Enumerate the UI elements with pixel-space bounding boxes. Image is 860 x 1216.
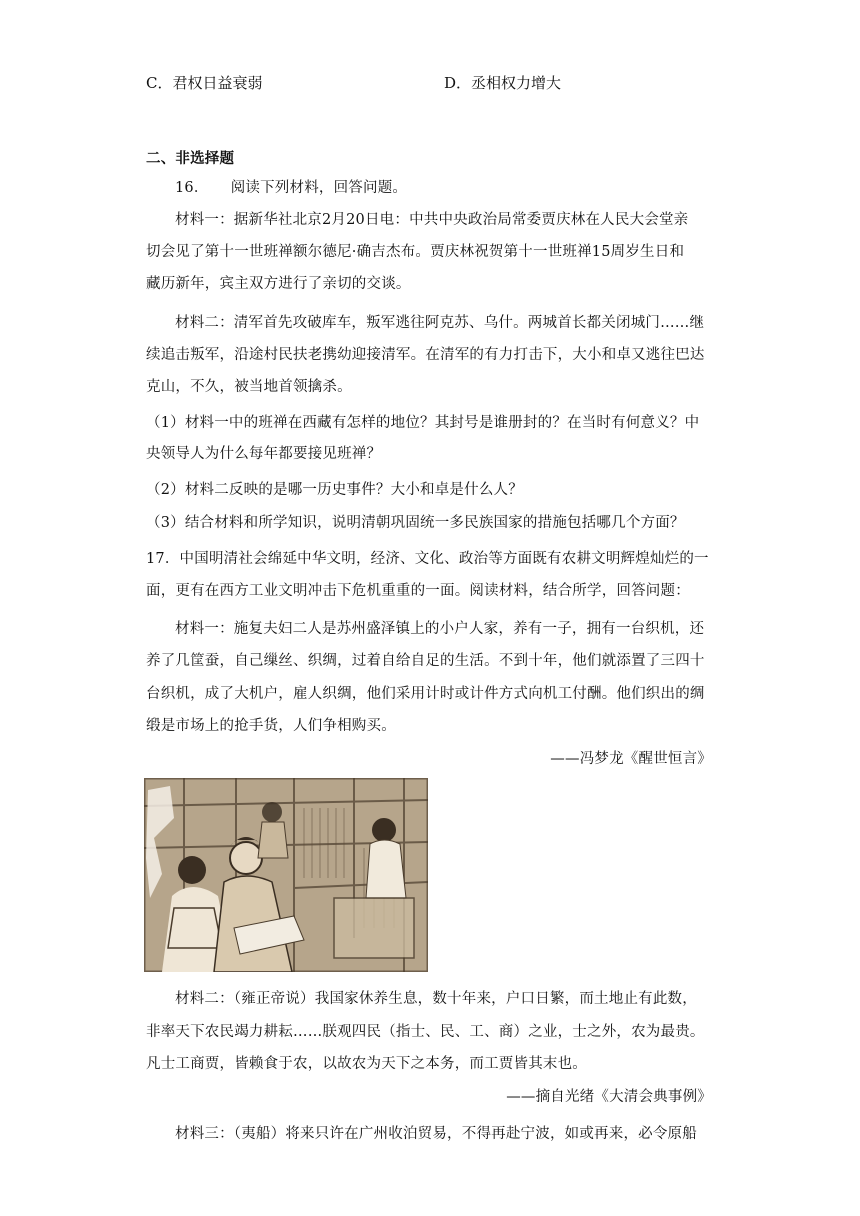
- q17-material3-line1: 材料三：（夷船）将来只许在广州收泊贸易，不得再赴宁波，如或再来，必令原船: [175, 1126, 697, 1142]
- q17-stem-line2: 面，更有在西方工业文明冲击下危机重重的一面。阅读材料，结合所学，回答问题：: [146, 583, 690, 599]
- q17-stem-line1: 17．中国明清社会绵延中华文明，经济、文化、政治等方面既有农耕文明辉煌灿烂的一: [146, 551, 709, 567]
- q17-material1-source: ——冯梦龙《醒世恒言》: [550, 751, 712, 767]
- section-heading: 二、非选择题: [146, 150, 235, 167]
- q16-material2-line2: 续追击叛军，沿途村民扶老携幼迎接清军。在清军的有力打击下，大小和卓又逃往巴达: [146, 347, 705, 363]
- q16-sub3: （3）结合材料和所学知识，说明清朝巩固统一多民族国家的措施包括哪几个方面？: [146, 515, 685, 531]
- q16-material2-line3: 克山，不久，被当地首领擒杀。: [146, 379, 352, 395]
- q17-material1-line4: 缎是市场上的抢手货，人们争相购买。: [146, 718, 396, 734]
- q16-sub2: （2）材料二反映的是哪一历史事件？大小和卓是什么人？: [146, 482, 523, 498]
- q17-material2-line2: 非率天下农民竭力耕耘……朕观四民（指士、民、工、商）之业，士之外，农为最贵。: [146, 1024, 705, 1040]
- q16-sub1-line2: 央领导人为什么每年都要接见班禅？: [146, 446, 382, 462]
- option-c: C．君权日益衰弱: [146, 74, 263, 92]
- q16-material1-line2: 切会见了第十一世班禅额尔德尼·确吉杰布。贾庆林祝贺第十一世班禅15周岁生日和: [146, 244, 685, 260]
- q17-material1-line2: 养了几筐蚕，自己缫丝、织绸，过着自给自足的生活。不到十年，他们就添置了三四十: [146, 653, 705, 669]
- question-16-intro: 16． 阅读下列材料，回答问题。: [175, 180, 408, 196]
- q16-material1-line3: 藏历新年，宾主双方进行了亲切的交谈。: [146, 276, 411, 292]
- q17-material1-line3: 台织机，成了大机户，雇人织绸，他们采用计时或计件方式向机工付酬。他们织出的绸: [146, 686, 705, 702]
- q17-material2-line3: 凡士工商贾，皆赖食于农，以故农为天下之本务，而工贾皆其末也。: [146, 1056, 587, 1072]
- q16-material1-line1: 材料一：据新华社北京2月20日电：中共中央政治局常委贾庆林在人民大会堂亲: [175, 212, 689, 228]
- q17-material2-line1: 材料二：（雍正帝说）我国家休养生息，数十年来，户口日繁，而土地止有此数，: [175, 991, 697, 1007]
- q17-material2-source: ——摘自光绪《大清会典事例》: [506, 1089, 712, 1105]
- weaving-workshop-illustration: [144, 778, 428, 972]
- q17-material1-line1: 材料一：施复夫妇二人是苏州盛泽镇上的小户人家，养有一子，拥有一台织机，还: [175, 621, 705, 637]
- option-d: D．丞相权力增大: [444, 74, 562, 92]
- q16-sub1-line1: （1）材料一中的班禅在西藏有怎样的地位？其封号是谁册封的？在当时有何意义？中: [146, 415, 700, 431]
- q16-material2-line1: 材料二：清军首先攻破库车，叛军逃往阿克苏、乌什。两城首长都关闭城门……继: [175, 315, 705, 331]
